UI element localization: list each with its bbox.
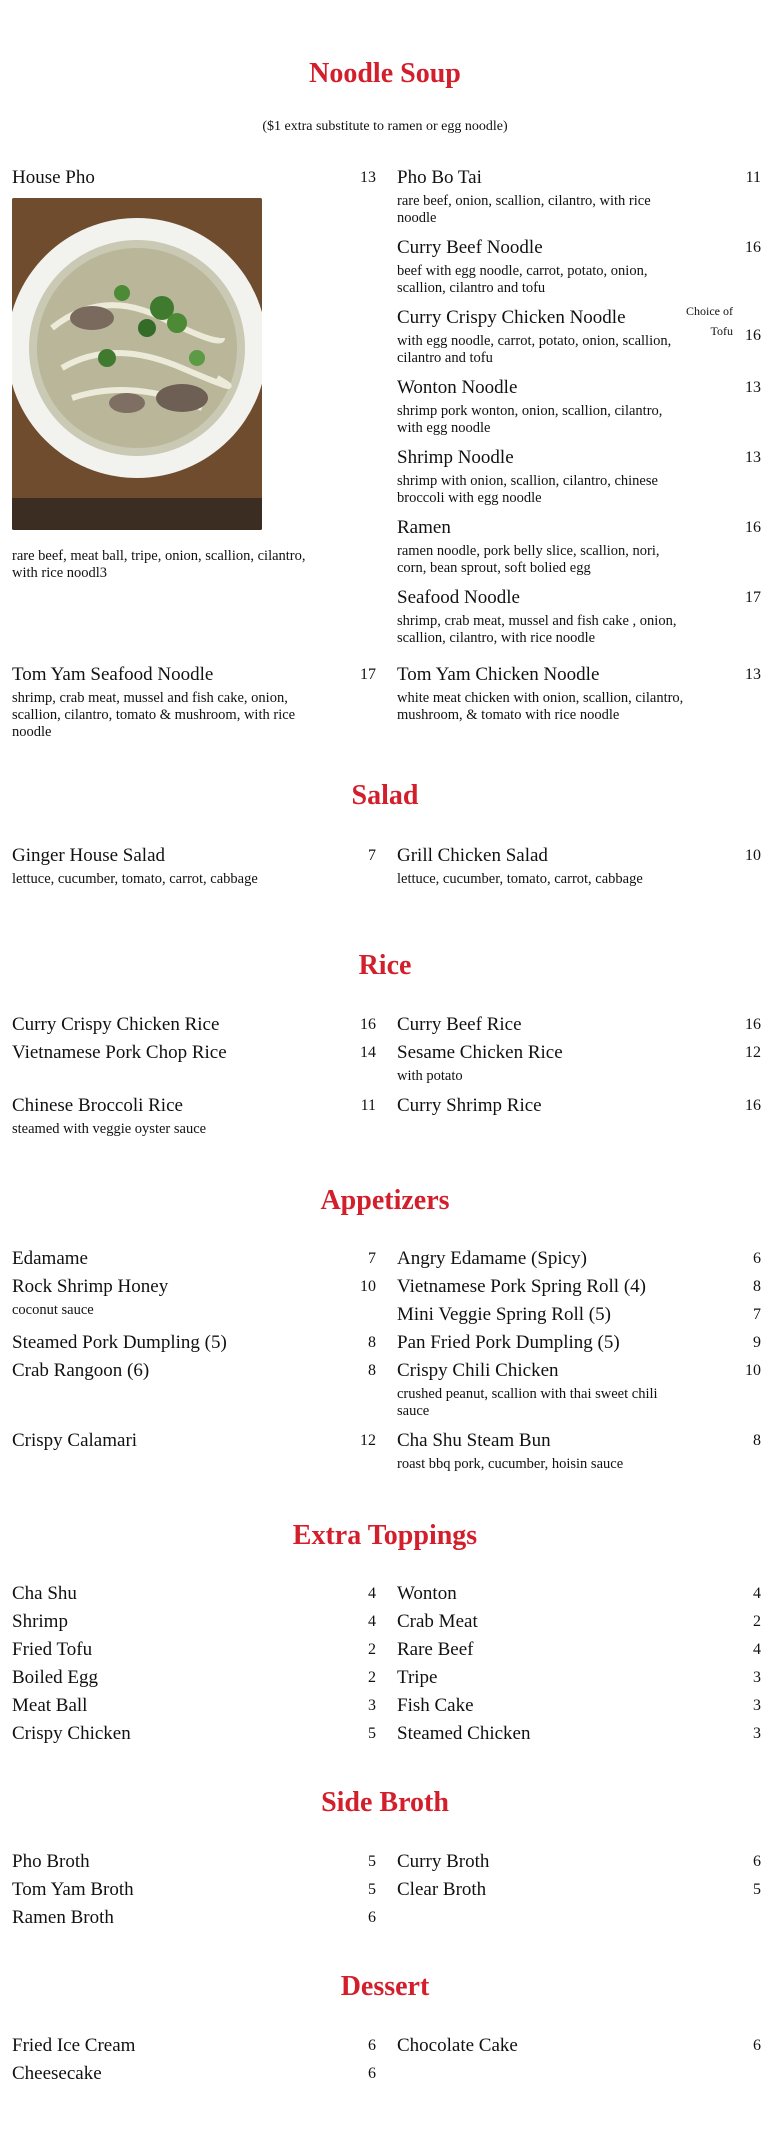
section-title-appetizers: Appetizers (320, 1185, 450, 1216)
item-description: white meat chicken with onion, scallion, cilantro, mushroom, & tomato with rice noodle (397, 690, 684, 723)
item-price: 7 (368, 1250, 376, 1267)
item-name: Pho Broth (12, 1851, 90, 1872)
item-name: Steamed Pork Dumpling (5) (12, 1332, 227, 1353)
item-name: Curry Crispy Chicken Rice (12, 1014, 220, 1035)
item-description: coconut sauce (12, 1302, 94, 1318)
item-option-note: Choice of Tofu (686, 304, 733, 338)
item-name: Fried Tofu (12, 1639, 93, 1660)
item-name: Shrimp (12, 1611, 68, 1632)
item-price: 17 (360, 666, 376, 683)
item-price: 6 (753, 1250, 761, 1267)
section-title-dessert: Dessert (340, 1971, 430, 2002)
item-description: lettuce, cucumber, tomato, carrot, cabbage (397, 871, 643, 887)
item-name: Tom Yam Broth (12, 1879, 134, 1900)
item-price: 4 (753, 1585, 761, 1602)
item-name: Pan Fried Pork Dumpling (5) (397, 1332, 620, 1353)
item-name: Mini Veggie Spring Roll (5) (397, 1304, 611, 1325)
item-price: 5 (368, 1725, 376, 1742)
item-name: Angry Edamame (Spicy) (397, 1248, 587, 1269)
item-name: Chinese Broccoli Rice (12, 1095, 183, 1116)
item-name: Edamame (12, 1248, 88, 1269)
item-name: Crab Meat (397, 1611, 478, 1632)
item-name: Cha Shu (12, 1583, 77, 1604)
item-name: Cheesecake (12, 2063, 102, 2084)
item-description: shrimp with onion, scallion, cilantro, chinese broccoli with egg noodle (397, 473, 658, 506)
item-price: 6 (368, 2065, 376, 2082)
item-name: Crab Rangoon (6) (12, 1360, 150, 1381)
item-price: 12 (360, 1432, 376, 1449)
item-name: Rare Beef (397, 1639, 474, 1660)
item-price: 2 (368, 1669, 376, 1686)
item-price: 9 (753, 1334, 761, 1351)
item-price: 2 (753, 1613, 761, 1630)
item-price: 5 (368, 1881, 376, 1898)
item-price: 10 (360, 1278, 376, 1295)
item-name: Boiled Egg (12, 1667, 99, 1688)
item-name: Grill Chicken Salad (397, 845, 548, 866)
item-name: Curry Beef Rice (397, 1014, 522, 1035)
item-price: 6 (753, 1853, 761, 1870)
item-price: 8 (368, 1362, 376, 1379)
item-name: Crispy Chicken (12, 1723, 131, 1744)
item-price: 13 (745, 379, 761, 396)
item-price: 6 (753, 2037, 761, 2054)
noodle-soup-note: ($1 extra substitute to ramen or egg noodle) (262, 119, 508, 134)
item-price: 3 (753, 1697, 761, 1714)
item-price: 3 (753, 1669, 761, 1686)
item-price: 13 (745, 666, 761, 683)
item-price: 4 (368, 1613, 376, 1630)
section-title-rice: Rice (358, 950, 412, 981)
item-description: lettuce, cucumber, tomato, carrot, cabbage (12, 871, 258, 887)
item-price: 10 (745, 1362, 761, 1379)
item-price: 3 (753, 1725, 761, 1742)
item-name: Fried Ice Cream (12, 2035, 136, 2056)
item-price: 6 (368, 2037, 376, 2054)
item-price: 16 (745, 239, 761, 256)
item-price: 13 (745, 449, 761, 466)
item-description: rare beef, onion, scallion, cilantro, with rice noodle (397, 193, 651, 226)
item-name: Curry Shrimp Rice (397, 1095, 542, 1116)
item-name: Wonton Noodle (397, 377, 518, 398)
item-name: Ginger House Salad (12, 845, 166, 866)
item-name: Curry Crispy Chicken Noodle (397, 307, 626, 328)
pho-bowl-icon (12, 198, 262, 530)
section-title-salad: Salad (351, 780, 419, 811)
item-name: Pho Bo Tai (397, 167, 482, 188)
item-description: rare beef, meat ball, tripe, onion, scallion, cilantro, with rice noodl3 (12, 548, 306, 581)
item-description: shrimp, crab meat, mussel and fish cake , onion, scallion, cilantro, with rice noodle (397, 613, 677, 646)
item-description: roast bbq pork, cucumber, hoisin sauce (397, 1456, 624, 1472)
item-price: 3 (368, 1697, 376, 1714)
item-price: 8 (753, 1432, 761, 1449)
section-title-extra-toppings: Extra Toppings (292, 1520, 478, 1551)
item-price: 5 (753, 1881, 761, 1898)
item-price: 5 (368, 1853, 376, 1870)
item-name: Ramen Broth (12, 1907, 114, 1928)
item-price: 16 (745, 1016, 761, 1033)
item-price: 11 (360, 1097, 376, 1114)
item-price: 12 (745, 1044, 761, 1061)
item-price: 7 (368, 847, 376, 864)
item-price: 16 (745, 1097, 761, 1114)
item-price: 8 (368, 1334, 376, 1351)
item-name: Cha Shu Steam Bun (397, 1430, 551, 1451)
item-name: Wonton (397, 1583, 457, 1604)
item-description: shrimp, crab meat, mussel and fish cake, onion, scallion, cilantro, tomato & mushroom, with rice noodle (12, 690, 296, 740)
item-name: Steamed Chicken (397, 1723, 531, 1744)
item-description: beef with egg noodle, carrot, potato, onion, scallion, cilantro and tofu (397, 263, 648, 296)
section-title-noodle-soup: Noodle Soup (309, 58, 461, 89)
item-price: 14 (360, 1044, 376, 1061)
item-name: Ramen (397, 517, 451, 538)
item-name: Meat Ball (12, 1695, 88, 1716)
item-description: steamed with veggie oyster sauce (12, 1121, 207, 1137)
item-price: 16 (360, 1016, 376, 1033)
item-name: Curry Beef Noodle (397, 237, 543, 258)
item-name: Shrimp Noodle (397, 447, 514, 468)
item-price: 10 (745, 847, 761, 864)
item-name: Tom Yam Seafood Noodle (12, 664, 214, 685)
item-name: Seafood Noodle (397, 587, 520, 608)
item-price: 6 (368, 1909, 376, 1926)
item-name: Sesame Chicken Rice (397, 1042, 563, 1063)
item-name: Fish Cake (397, 1695, 474, 1716)
item-name: Vietnamese Pork Spring Roll (4) (397, 1276, 646, 1297)
item-name: Crispy Calamari (12, 1430, 138, 1451)
item-price: 4 (753, 1641, 761, 1658)
item-description: with potato (397, 1068, 463, 1084)
item-name: Chocolate Cake (397, 2035, 518, 2056)
item-name: Tripe (397, 1667, 438, 1688)
item-name: Crispy Chili Chicken (397, 1360, 559, 1381)
item-price: 8 (753, 1278, 761, 1295)
section-title-side-broth: Side Broth (321, 1787, 449, 1818)
item-price: 17 (745, 589, 761, 606)
item-description: shrimp pork wonton, onion, scallion, cilantro, with egg noodle (397, 403, 663, 436)
item-description: with egg noodle, carrot, potato, onion, scallion, cilantro and tofu (397, 333, 672, 366)
item-name: Vietnamese Pork Chop Rice (12, 1042, 227, 1063)
item-name: Clear Broth (397, 1879, 487, 1900)
item-name: Tom Yam Chicken Noodle (397, 664, 600, 685)
house-pho-photo (12, 198, 262, 530)
item-price: 11 (745, 169, 761, 186)
item-price: 7 (753, 1306, 761, 1323)
item-price: 16 (745, 327, 761, 344)
item-name: Curry Broth (397, 1851, 490, 1872)
item-price: 16 (745, 519, 761, 536)
item-name: Rock Shrimp Honey (12, 1276, 169, 1297)
item-description: ramen noodle, pork belly slice, scallion, nori, corn, bean sprout, soft bolied egg (397, 543, 660, 576)
item-description: crushed peanut, scallion with thai sweet chili sauce (397, 1386, 658, 1419)
item-price: 13 (360, 169, 376, 186)
item-price: 2 (368, 1641, 376, 1658)
item-name: House Pho (12, 167, 95, 188)
item-price: 4 (368, 1585, 376, 1602)
